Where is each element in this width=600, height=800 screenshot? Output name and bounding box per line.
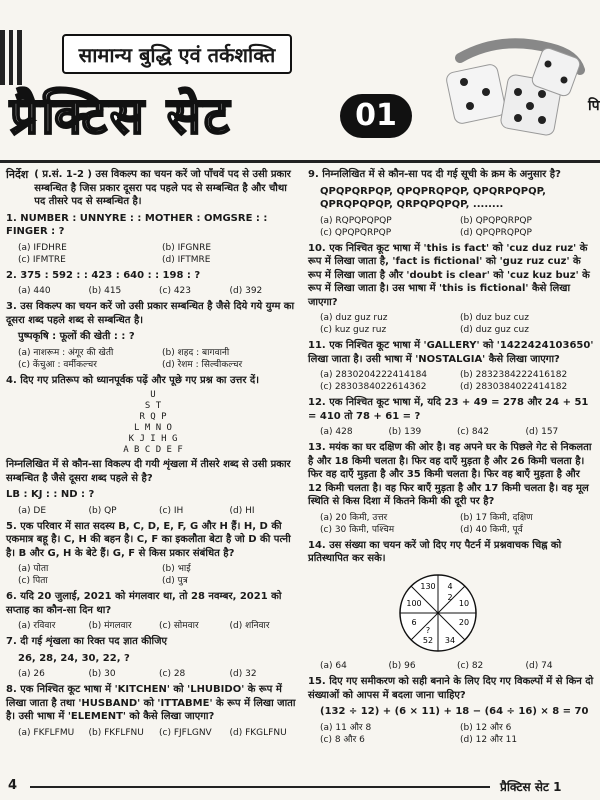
wheel-num-4: 10	[458, 598, 470, 608]
option-d: (d) HI	[229, 505, 255, 516]
option-b: (b) 415	[88, 286, 122, 296]
question-11: 11. एक निश्चित कूट भाषा में 'GALLERY' को '1422424103650' लिखा जाता है। उसी भाषा में 'NOSTALGIA' कैसे लिखा जाएगा?	[308, 340, 594, 365]
question-6-options	[18, 620, 300, 632]
question-8-options	[18, 727, 300, 739]
question-4-options	[18, 505, 300, 517]
option-a: (a) IFDHRE	[18, 242, 67, 253]
option-c: (c) 2830384022614362	[320, 382, 427, 392]
option-d: (d) पुत्र	[162, 576, 188, 586]
directions-block	[6, 168, 300, 209]
option-a: (a) 2830204222414184	[320, 370, 428, 380]
wheel-num-3: 100	[406, 598, 422, 608]
option-c: (c) 423	[159, 286, 192, 296]
question-2-options	[18, 285, 300, 297]
option-a: (a) RQPQPQPQP	[320, 215, 392, 226]
question-9-options	[320, 215, 594, 239]
option-b: (b) 96	[388, 661, 416, 671]
option-c: (c) FJFLGNV	[159, 727, 212, 738]
question-4: 4. दिए गए प्रतिरूप को ध्यानपूर्वक पढ़ें और पूछे गए प्रश्न का उत्तर दें।	[6, 374, 260, 386]
option-b: (b) भाई	[162, 564, 191, 574]
option-d: (d) 157	[525, 427, 559, 437]
question-7-options	[18, 668, 300, 680]
option-b: (b) 139	[388, 427, 422, 437]
option-a: (a) DE	[18, 505, 47, 516]
footer-divider	[30, 786, 490, 788]
option-c: (c) kuz guz ruz	[320, 325, 387, 335]
option-c: (c) IFMTRE	[18, 254, 66, 265]
option-d: (d) 74	[525, 661, 553, 671]
dice-illustration	[440, 30, 590, 140]
pyramid-row-3: R Q P	[139, 412, 167, 422]
option-b: (b) 17 किमी, दक्षिण	[460, 512, 533, 523]
option-d: (d) 2830384022414182	[460, 382, 568, 392]
option-d: (d) IFTMRE	[162, 254, 211, 265]
option-d: (d) duz guz cuz	[460, 325, 529, 335]
question-15: 15. दिए गए समीकरण को सही बनाने के लिए दिए गए विकल्पों में से किन दो संख्याओं को आपस में बदला जाना चाहिए?	[308, 676, 594, 701]
wheel-num-8: 34	[444, 635, 456, 645]
question-5: 5. एक परिवार में सात सदस्य B, C, D, E, F, G और H हैं। H, D की एकमात्र बहू है। C, H की बहन है। C, F का इकलौता बेटा है जो D की पत्नी है। B और G, H के बेटे हैं। G, F से किस प्रकार संबंधित है?	[6, 520, 291, 559]
option-d: (d) शनिवार	[229, 621, 270, 631]
decorative-stripes	[0, 30, 22, 85]
question-13-options	[320, 512, 594, 536]
option-b: (b) FKFLFNU	[88, 727, 144, 738]
question-5-options	[18, 563, 300, 587]
question-9-series: QPQPQRPQP, QPQPRQPQP, QPQRPQPQP, QPRQPQPQP, QRPQPQPQP, ........	[320, 185, 546, 210]
question-1: 1. NUMBER : UNNYRE : : MOTHER : OMGSRE : : FINGER : ?	[6, 212, 268, 237]
pyramid-row-1: U	[150, 390, 156, 400]
option-a: (a) रविवार	[18, 621, 56, 631]
question-15-equation: (132 ÷ 12) + (6 × 11) + 18 − (64 ÷ 16) × 8 = 70	[320, 706, 589, 717]
question-2: 2. 375 : 592 : : 423 : 640 : : 198 : ?	[6, 269, 201, 281]
option-a: (a) पोता	[18, 564, 49, 574]
question-10: 10. एक निश्चित कूट भाषा में 'this is fact' को 'cuz duz ruz' के रूप में लिखा जाता है, 'fact is fictional' को 'guz ruz cuz' के रूप में लिखा जाता है और 'doubt is clear' को 'cuz kuz buz' के रूप में लिखा जाता है। उस भाषा में 'this is fictional' कैसे लिखा जाएगा?	[308, 242, 590, 308]
option-c: (c) IH	[159, 505, 184, 516]
option-a: (a) 428	[320, 427, 353, 437]
question-9: 9. निम्नलिखित में से कौन-सा पद दी गई सूची के क्रम के अनुसार है?	[308, 169, 561, 180]
question-14: 14. उस संख्या का चयन करें जो दिए गए पैटर्न में प्रश्नवाचक चिह्न को प्रतिस्थापित कर सके।	[308, 539, 562, 564]
page-header	[0, 0, 600, 160]
question-6: 6. यदि 20 जुलाई, 2021 को मंगलवार था, तो 28 नवम्बर, 2021 को सप्ताह का कौन-सा दिन था?	[6, 591, 282, 616]
question-4-body: निम्नलिखित में से कौन-सा विकल्प दी गयी शृंखला में तीसरे शब्द से उसी प्रकार सम्बन्धित है जैसे दूसरा शब्द पहले से है?	[6, 459, 291, 484]
question-7-series: 26, 28, 24, 30, 22, ?	[18, 652, 130, 664]
option-a: (a) नाशरूम : अंगूर की खेती	[18, 347, 114, 358]
question-12: 12. एक निश्चित कूट भाषा में, यदि 23 + 49 = 278 और 24 + 51 = 410 तो 78 + 61 = ?	[308, 397, 589, 422]
question-1-options	[18, 242, 300, 266]
option-b: (b) QP	[88, 505, 117, 516]
directions-text: ( प्र.सं. 1-2 ) उस विकल्प का चयन करें जो पाँचवें पद से उसी प्रकार सम्बन्धित है जिस प्रकार दूसरा पद पहले पद से सम्बन्धित है और चौथा पद तीसरे पद से सम्बन्धित है।	[34, 169, 291, 207]
pyramid-row-4: L M N O	[134, 423, 172, 433]
option-d: (d) 12 और 11	[460, 734, 518, 745]
option-c: (c) 82	[457, 661, 484, 671]
option-a: (a) FKFLFMU	[18, 727, 75, 738]
number-wheel	[398, 573, 478, 653]
pyramid-row-2: S T	[144, 401, 162, 411]
question-11-options	[320, 369, 594, 393]
page-number: 4	[8, 778, 18, 793]
pyramid-row-6: A B C D E F	[123, 445, 183, 455]
question-14-options	[320, 660, 594, 672]
option-c: (c) 30 किमी, पश्चिम	[320, 524, 395, 535]
question-7: 7. दी गई शृंखला का रिक्त पद ज्ञात कीजिए	[6, 636, 168, 647]
subject-banner	[62, 34, 292, 74]
option-b: (b) 12 और 6	[460, 722, 512, 733]
pyramid-row-5: K J I H G	[128, 434, 178, 444]
option-a: (a) duz guz ruz	[320, 313, 388, 323]
wheel-num-1: 130	[420, 581, 436, 591]
option-a: (a) 26	[18, 669, 45, 679]
option-d: (d) 392	[229, 286, 263, 296]
option-d: (d) FKGLFNU	[229, 727, 287, 738]
option-c: (c) QPQPQRPQP	[320, 227, 392, 238]
wheel-question-mark: ?	[425, 625, 431, 635]
option-c: (c) 842	[457, 427, 490, 437]
option-b: (b) QPQPQRPQP	[460, 215, 532, 226]
question-3-options	[18, 347, 300, 371]
wheel-num-7: 52	[422, 635, 434, 645]
option-b: (b) duz buz cuz	[460, 313, 529, 323]
question-13: 13. मयंक का घर दक्षिण की ओर है। वह अपने घर के पिछले गेट से निकलता है और 18 किमी चलता है। फिर वह दाएँ मुड़ता है और 26 किमी चलता है। फिर वह दाएँ मुड़ता है और 35 किमी चलता है। फिर वह बाएँ मुड़ता है और 12 किमी चलता है। वह फिर बाएँ मुड़ता है और 17 किमी चलता है। वह मूल स्थिति से किस दिशा में कितने किमी की दूरी पर है?	[308, 442, 592, 507]
question-4-pair: LB : KJ : : ND : ?	[6, 489, 95, 500]
option-b: (b) IFGNRE	[162, 242, 212, 253]
option-c: (c) 28	[159, 669, 186, 679]
option-b: (b) मंगलवार	[88, 621, 132, 631]
option-d: (d) 32	[229, 669, 257, 679]
wheel-num-6: 20	[458, 617, 470, 627]
question-15-options	[320, 722, 594, 746]
question-10-options	[320, 312, 594, 336]
option-b: (b) 30	[88, 669, 116, 679]
wheel-num-2: 4	[447, 581, 453, 591]
option-b: (b) शहद : बागवानी	[162, 347, 230, 358]
left-column	[6, 168, 300, 742]
option-d: (d) रेशम : सिल्वीकल्चर	[162, 359, 243, 370]
question-3: 3. उस विकल्प का चयन करें जो उसी प्रकार सम्बन्धित है जैसे दिये गये युग्म का दूसरा शब्द पहले शब्द से सम्बन्धित है।	[6, 301, 295, 326]
directions-heading: निर्देश	[6, 168, 29, 181]
wheel-num-10: 2	[447, 592, 453, 602]
option-d: (d) QPQPRQPQP	[460, 227, 532, 238]
header-divider	[0, 160, 600, 163]
question-8: 8. एक निश्चित कूट भाषा में 'KITCHEN' को 'LHUBIDO' के रूप में लिखा जाता है तथा 'HUSBAND' को 'ITTABME' के रूप में लिखा जाता है। उसी भाषा में 'ELEMENT' को कैसे लिखा जाएगा?	[6, 684, 296, 722]
side-letter: पि	[588, 98, 600, 114]
question-3-pair: पुष्पकृषि : फूलों की खेती : : ?	[18, 331, 135, 342]
subject-banner-text: सामान्य बुद्धि एवं तर्कशक्ति	[78, 43, 276, 67]
wheel-num-5: 6	[411, 617, 417, 627]
footer-label: प्रैक्टिस सेट 1	[500, 780, 562, 794]
option-b: (b) 2832384222416182	[460, 370, 568, 380]
letter-pyramid	[6, 390, 300, 456]
page-title: प्रैक्टिस सेट	[10, 86, 233, 145]
option-c: (c) पिता	[18, 576, 48, 586]
option-a: (a) 11 और 8	[320, 722, 372, 733]
question-12-options	[320, 426, 594, 438]
option-a: (a) 440	[18, 286, 51, 296]
option-a: (a) 64	[320, 661, 347, 671]
option-c: (c) सोमवार	[159, 621, 199, 631]
page-footer	[0, 772, 600, 800]
option-c: (c) केंचुआ : वर्मीकल्चर	[18, 359, 97, 370]
right-column	[308, 168, 594, 749]
option-c: (c) 8 और 6	[320, 734, 365, 745]
set-number-badge: 01	[340, 94, 412, 138]
option-a: (a) 20 किमी, उत्तर	[320, 512, 388, 523]
option-d: (d) 40 किमी, पूर्व	[460, 524, 523, 535]
